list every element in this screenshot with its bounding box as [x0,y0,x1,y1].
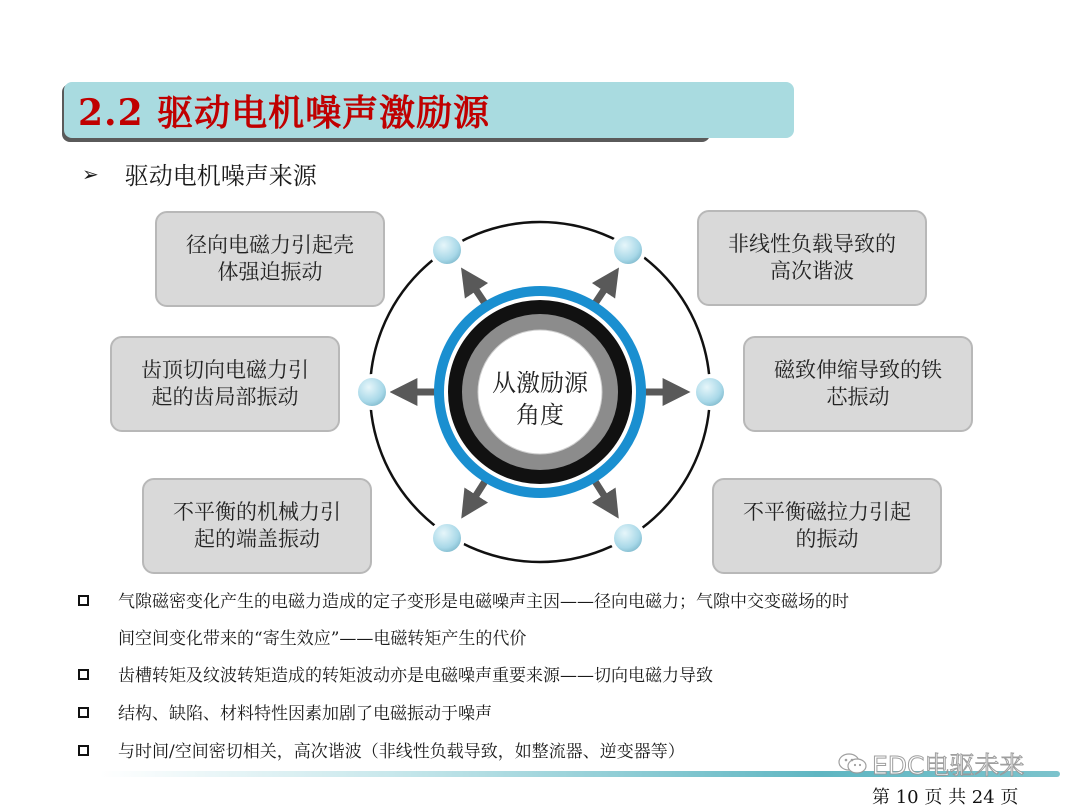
square-bullet-icon [78,707,89,718]
page-number: 第 10 页 共 24 页 [872,787,1019,808]
square-bullet-icon [78,745,89,756]
bullet-text: 气隙磁密变化产生的电磁力造成的定子变形是电磁噪声主因——径向电磁力；气隙中交变磁场的时 [118,592,849,612]
arrow-bullet-icon: ➢ [82,161,99,186]
box-bottom-left [142,478,372,574]
box-mid-left [110,336,340,432]
node-bottom-left [431,522,463,554]
box-bottom-left-line1: 不平衡的机械力引 [173,500,341,524]
box-top-right-line1: 非线性负载导致的 [728,232,896,256]
center-label-line2: 角度 [516,401,564,429]
box-bottom-right-line1: 不平衡磁拉力引起 [743,500,911,524]
bullet-text: 结构、缺陷、材料特性因素加剧了电磁振动于噪声 [118,704,492,724]
node-left [356,376,388,408]
watermark-text: EDC电驱未来 [872,751,1025,780]
node-bottom-right [612,522,644,554]
section-heading-text: 驱动电机噪声来源 [124,162,317,190]
node-right [694,376,726,408]
box-top-left-line1: 径向电磁力引起壳 [186,233,354,257]
square-bullet-icon [78,595,89,606]
watermark [838,746,1025,782]
wechat-icon [838,752,868,776]
box-top-left-line2: 体强迫振动 [217,260,323,284]
box-top-left [155,211,385,307]
box-bottom-right [712,478,942,574]
square-bullet-icon [78,669,89,680]
bullet-text-continued: 间空间变化带来的“寄生效应”——电磁转矩产生的代价 [118,629,527,649]
box-mid-right-line1: 磁致伸缩导致的铁 [774,358,942,382]
node-top-right [612,234,644,266]
box-bottom-left-line2: 起的端盖振动 [194,527,320,551]
box-mid-right-line2: 芯振动 [826,385,890,409]
box-mid-left-line1: 齿顶切向电磁力引 [141,358,309,382]
page-title: 2.2 驱动电机噪声激励源 [78,91,491,134]
box-top-right [697,210,927,306]
box-bottom-right-line2: 的振动 [795,527,859,551]
box-mid-right [743,336,973,432]
bullet-text: 与时间/空间密切相关，高次谐波（非线性负载导致，如整流器、逆变器等） [118,742,685,762]
node-top-left [431,234,463,266]
box-top-right-line2: 高次谐波 [770,259,854,283]
center-label-line1: 从激励源 [492,369,588,397]
box-mid-left-line2: 起的齿局部振动 [151,385,299,409]
bullet-text: 齿槽转矩及纹波转矩造成的转矩波动亦是电磁噪声重要来源——切向电磁力导致 [118,666,713,686]
